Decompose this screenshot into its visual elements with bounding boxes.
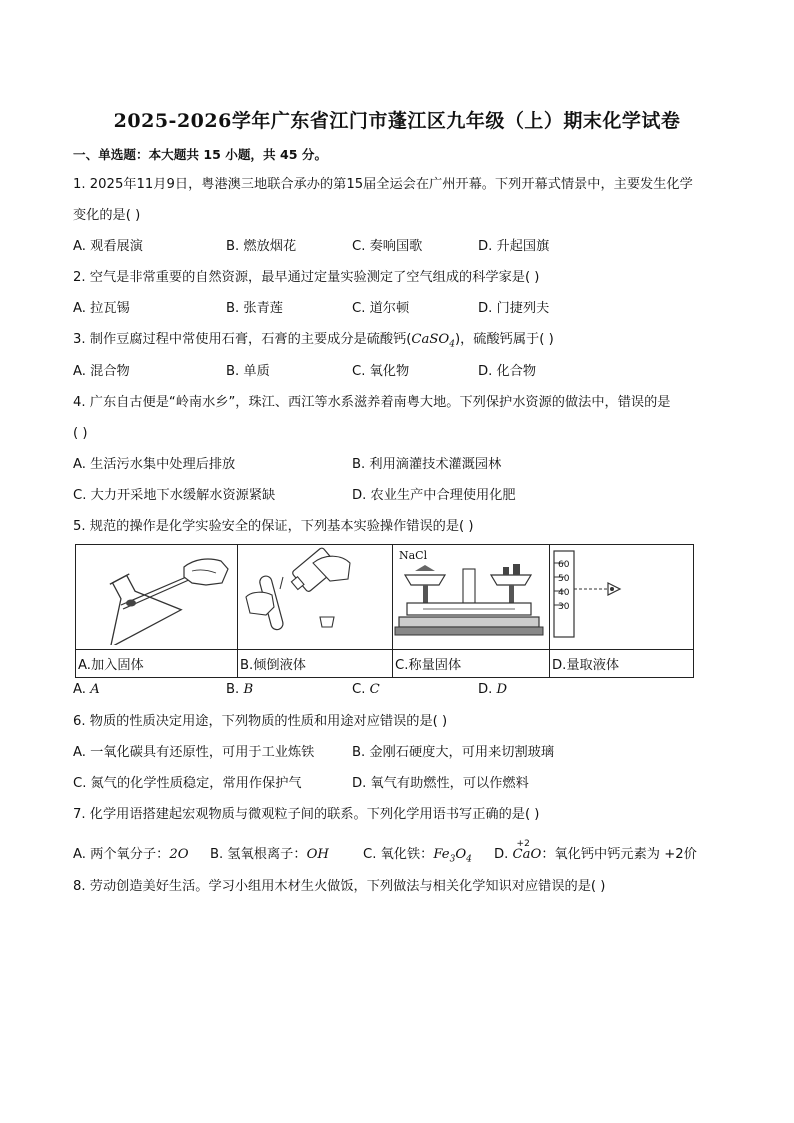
- q1-option-b: B. 燃放烟花: [226, 239, 297, 254]
- q5-option-c-prefix: C.: [352, 682, 370, 697]
- q6-option-d: D. 氧气有助燃性，可以作燃料: [352, 776, 529, 791]
- nacl-label: NaCl: [399, 549, 428, 562]
- q5-option-d: [478, 681, 507, 699]
- q2-option-c: C. 道尔顿: [352, 301, 410, 316]
- q5-figure-table: [75, 544, 694, 678]
- question-1-stem-cont: 变化的是( ): [73, 208, 141, 223]
- q5-label-b: B.倾倒液体: [238, 650, 393, 678]
- graduated-cylinder-illustration: [550, 545, 692, 645]
- q3-formula-sub: 4: [449, 339, 455, 350]
- q5-option-c-letter: C: [369, 682, 380, 697]
- q5-option-b-prefix: B.: [226, 682, 244, 697]
- q7-option-a-text: A. 两个氧分子：: [73, 847, 170, 862]
- q5-option-b-letter: B: [243, 682, 254, 697]
- q7-c-sub2: 4: [466, 854, 472, 865]
- exam-title: 2025-2026学年广东省江门市蓬江区九年级（上）期末化学试卷: [113, 110, 681, 132]
- q7-c-fe: Fe: [433, 847, 450, 862]
- q5-option-d-letter: D: [496, 682, 508, 697]
- question-8-stem: 8. 劳动创造美好生活。学习小组用木材生火做饭，下列做法与相关化学知识对应错误的是( ): [73, 879, 606, 894]
- q7-option-c-formula: [433, 847, 472, 865]
- q4-option-d: D. 农业生产中合理使用化肥: [352, 488, 516, 503]
- question-4-stem-cont: ( ): [73, 426, 88, 441]
- q6-option-b: B. 金刚石硬度大，可用来切割玻璃: [352, 745, 555, 760]
- q7-c-o: O: [455, 847, 467, 862]
- question-5-stem: 5. 规范的操作是化学实验安全的保证，下列基本实验操作错误的是( ): [73, 519, 474, 534]
- q4-option-b: B. 利用滴灌技术灌溉园林: [352, 457, 502, 472]
- q3-text-a: 3. 制作豆腐过程中常使用石膏，石膏的主要成分是硫酸钙(: [73, 332, 412, 347]
- q3-option-a: A. 混合物: [73, 364, 130, 379]
- q7-option-d-formula: [512, 839, 542, 864]
- q7-option-b-text: B. 氢氧根离子：: [210, 847, 307, 862]
- q3-option-d: D. 化合物: [478, 364, 537, 379]
- q7-d-cao: CaO: [512, 847, 542, 862]
- q7-c-sub1: 3: [449, 854, 456, 865]
- balance-weighing-illustration: [393, 545, 548, 645]
- scale-40: 40: [558, 588, 570, 598]
- q5-label-c: C.称量固体: [393, 650, 550, 678]
- q2-option-a: A. 拉瓦锡: [73, 301, 130, 316]
- q5-image-b-cell: [238, 545, 393, 650]
- q5-option-b: [226, 681, 253, 699]
- scale-60: 60: [558, 560, 570, 570]
- q3-formula: [411, 332, 455, 350]
- q5-image-d-cell: [550, 545, 694, 650]
- q5-option-d-prefix: D.: [478, 682, 497, 697]
- q7-option-d: [494, 839, 697, 864]
- q1-option-a: A. 观看展演: [73, 239, 143, 254]
- q3-option-c: C. 氧化物: [352, 364, 410, 379]
- q7-d-valence: +2: [516, 839, 530, 849]
- q4-option-a: A. 生活污水集中处理后排放: [73, 457, 236, 472]
- q6-option-a: A. 一氧化碳具有还原性，可用于工业炼铁: [73, 745, 315, 760]
- q6-option-c: C. 氮气的化学性质稳定，常用作保护气: [73, 776, 302, 791]
- section-heading: 一、单选题：本大题共 15 小题，共 45 分。: [73, 147, 328, 162]
- q2-option-d: D. 门捷列夫: [478, 301, 550, 316]
- q7-option-b: [210, 846, 329, 864]
- q7-option-d-rest: ：氧化钙中钙元素为 +2价: [541, 847, 697, 862]
- question-6-stem: 6. 物质的性质决定用途，下列物质的性质和用途对应错误的是( ): [73, 714, 448, 729]
- scale-30: 30: [558, 602, 570, 612]
- q5-option-a-prefix: A.: [73, 682, 91, 697]
- scale-50: 50: [558, 574, 570, 584]
- question-7-stem: 7. 化学用语搭建起宏观物质与微观粒子间的联系。下列化学用语书写正确的是( ): [73, 807, 540, 822]
- q1-option-d: D. 升起国旗: [478, 239, 550, 254]
- q4-option-c: C. 大力开采地下水缓解水资源紧缺: [73, 488, 276, 503]
- q5-option-a: [73, 681, 100, 699]
- q5-option-a-letter: A: [90, 682, 100, 697]
- q5-label-d: D.量取液体: [550, 650, 694, 678]
- question-4-stem: 4. 广东自古便是“岭南水乡”，珠江、西江等水系滋养着南粤大地。下列保护水资源的做法中，错误的是: [73, 395, 671, 410]
- question-3-stem: [73, 331, 554, 354]
- q7-option-a-formula: 2O: [169, 847, 189, 862]
- q7-option-d-text: D.: [494, 847, 513, 862]
- q5-label-a: A.加入固体: [76, 650, 238, 678]
- pouring-liquid-illustration: [238, 545, 391, 645]
- q3-formula-main: CaSO: [411, 332, 450, 347]
- q2-option-b: B. 张青莲: [226, 301, 283, 316]
- q7-option-c: [363, 846, 472, 869]
- flask-adding-solid-illustration: [76, 545, 236, 645]
- q7-option-a: [73, 846, 189, 864]
- q7-option-c-text: C. 氧化铁：: [363, 847, 434, 862]
- q1-option-c: C. 奏响国歌: [352, 239, 423, 254]
- q7-option-b-formula: OH: [306, 847, 329, 862]
- q3-text-b: )，硫酸钙属于( ): [454, 332, 554, 347]
- q5-image-c-cell: [393, 545, 550, 650]
- question-1-stem: 1. 2025年11月9日，粤港澳三地联合承办的第15届全运会在广州开幕。下列开幕式情景中，主要发生化学: [73, 177, 693, 192]
- q5-image-a-cell: [76, 545, 238, 650]
- question-2-stem: 2. 空气是非常重要的自然资源，最早通过定量实验测定了空气组成的科学家是( ): [73, 270, 540, 285]
- q3-option-b: B. 单质: [226, 364, 270, 379]
- q5-option-c: [352, 681, 380, 699]
